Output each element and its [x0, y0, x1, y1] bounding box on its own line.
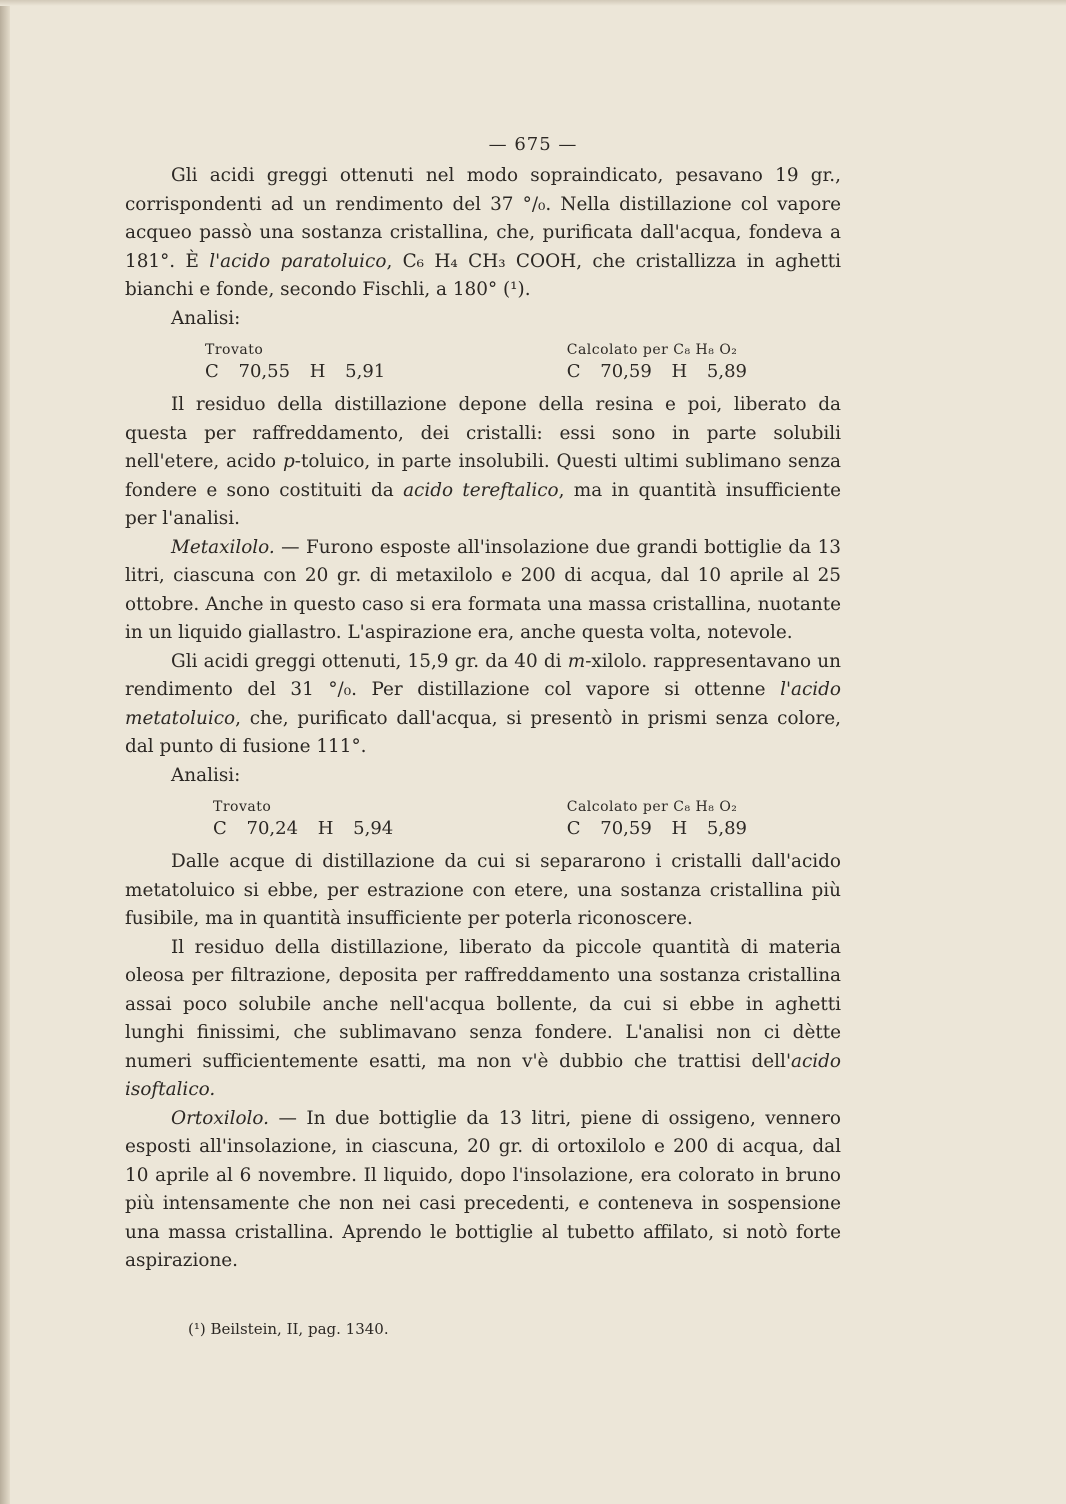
calculated-label: Calcolato per C₈ H₈ O₂	[566, 799, 738, 815]
page-top-shadow	[0, 0, 1066, 6]
body-text	[125, 162, 841, 1276]
paragraph-2: Il residuo della distillazione depone della resina e poi, liberato da questa per raffreddamento, dei cristalli: essi sono in parte solubili nell'etere, acido p-toluico, in parte insolubili. Questi ultimi sublimano senza fondere e sono costituiti da acido tereftalico, ma in quantità insufficiente per l'analisi.	[125, 394, 841, 529]
found-column	[213, 796, 393, 840]
calculated-column	[567, 339, 747, 383]
analisi-label: Analisi:	[171, 764, 241, 786]
analysis-table	[125, 333, 841, 391]
calculated-label: Calcolato per C₈ H₈ O₂	[566, 342, 738, 358]
paragraph-5: Dalle acque di distillazione da cui si separarono i cristalli dall'acido metatoluico si ebbe, per estrazione con etere, una sostanza cristallina più fusibile, ma in quantità insufficiente per poterla riconoscere.	[125, 851, 841, 929]
analysis-table	[125, 790, 841, 848]
calculated-column	[567, 796, 747, 840]
calculated-values: C 70,59 H 5,89	[566, 361, 747, 382]
found-values: C 70,55 H 5,91	[205, 361, 386, 382]
paragraph-7: Ortoxilolo. — In due bottiglie da 13 litri, piene di ossigeno, vennero esposti all'insolazione, in ciascuna, 20 gr. di ortoxilolo e 200 di acqua, dal 10 aprile al 6 novembre. Il liquido, dopo l'insolazione, era colorato in bruno più intensamente che non nei casi precedenti, e conteneva in sospensione una massa cristallina. Aprendo le bottiglie al tubetto affilato, si notò forte aspirazione.	[125, 1107, 841, 1271]
page-edge-shadow	[0, 0, 10, 1504]
found-values: C 70,24 H 5,94	[213, 818, 394, 839]
found-label: Trovato	[213, 799, 272, 815]
found-label: Trovato	[205, 342, 264, 358]
calculated-values: C 70,59 H 5,89	[566, 818, 747, 839]
footnote: (¹) Beilstein, II, pag. 1340.	[188, 1320, 389, 1338]
paragraph-1: Gli acidi greggi ottenuti nel modo sopraindicato, pesavano 19 gr., corrispondenti ad un rendimento del 37 °/₀. Nella distillazione col vapore acqueo passò una sostanza cristallina, che, purificata dall'acqua, fondeva a 181°. È l'acido paratoluico, C₆ H₄ CH₃ COOH, che cristallizza in aghetti bianchi e fonde, secondo Fischli, a 180° (¹).	[125, 165, 841, 300]
paragraph-3: Metaxilolo. — Furono esposte all'insolazione due grandi bottiglie da 13 litri, ciascuna con 20 gr. di metaxilolo e 200 di acqua, dal 10 aprile al 25 ottobre. Anche in questo caso si era formata una massa cristallina, nuotante in un liquido giallastro. L'aspirazione era, anche questa volta, notevole.	[125, 536, 841, 643]
analisi-label: Analisi:	[171, 307, 241, 329]
found-column	[205, 339, 385, 383]
paragraph-6: Il residuo della distillazione, liberato da piccole quantità di materia oleosa per filtrazione, deposita per raffreddamento una sostanza cristallina assai poco solubile anche nell'acqua bollente, da cui si ebbe in aghetti lunghi finissimi, che sublimavano senza fondere. L'analisi non ci dètte numeri sufficientemente esatti, ma non v'è dubbio che trattisi dell'acido isoftalico.	[125, 936, 841, 1100]
page-number: — 675 —	[488, 134, 578, 155]
paragraph-4: Gli acidi greggi ottenuti, 15,9 gr. da 40 di m-xilolo. rappresentavano un rendimento del 31 °/₀. Per distillazione col vapore si ottenne l'acido metatoluico, che, purificato dall'acqua, si presentò in prismi senza colore, dal punto di fusione 111°.	[125, 650, 841, 757]
